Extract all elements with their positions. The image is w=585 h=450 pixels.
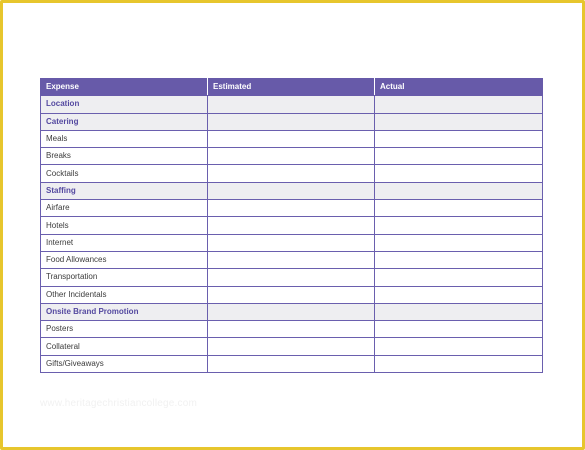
estimated-cell[interactable]: [208, 148, 375, 165]
expense-label: Airfare: [41, 200, 208, 217]
section-label: Onsite Brand Promotion: [41, 303, 208, 320]
section-label: Location: [41, 96, 208, 113]
expense-label: Hotels: [41, 217, 208, 234]
section-label: Catering: [41, 113, 208, 130]
estimated-cell[interactable]: [208, 251, 375, 268]
section-label: Staffing: [41, 182, 208, 199]
estimated-cell[interactable]: [208, 165, 375, 182]
estimated-cell[interactable]: [208, 321, 375, 338]
estimated-cell[interactable]: [208, 286, 375, 303]
expense-column-header: Expense: [41, 79, 208, 96]
actual-cell[interactable]: [375, 217, 543, 234]
table-row: [41, 355, 543, 372]
table-row: [41, 217, 543, 234]
table-row: [41, 130, 543, 147]
actual-cell[interactable]: [375, 338, 543, 355]
actual-column-header: Actual: [375, 79, 543, 96]
expense-table: [40, 78, 543, 373]
actual-cell[interactable]: [375, 234, 543, 251]
table-row: [41, 251, 543, 268]
actual-cell[interactable]: [375, 303, 543, 320]
estimated-cell[interactable]: [208, 269, 375, 286]
expense-label: Internet: [41, 234, 208, 251]
table-row: [41, 234, 543, 251]
estimated-cell[interactable]: [208, 113, 375, 130]
table-row: [41, 269, 543, 286]
expense-table-body: [41, 96, 543, 373]
expense-label: Food Allowances: [41, 251, 208, 268]
expense-label: Meals: [41, 130, 208, 147]
watermark-text: www.heritagechristiancollege.com: [40, 398, 198, 409]
estimated-cell[interactable]: [208, 338, 375, 355]
actual-cell[interactable]: [375, 148, 543, 165]
expense-label: Cocktails: [41, 165, 208, 182]
table-header-row: [41, 79, 543, 96]
actual-cell[interactable]: [375, 355, 543, 372]
expense-label: Other Incidentals: [41, 286, 208, 303]
section-row: [41, 113, 543, 130]
section-row: [41, 96, 543, 113]
table-row: [41, 286, 543, 303]
actual-cell[interactable]: [375, 200, 543, 217]
actual-cell[interactable]: [375, 251, 543, 268]
estimated-cell[interactable]: [208, 355, 375, 372]
estimated-cell[interactable]: [208, 130, 375, 147]
expense-label: Posters: [41, 321, 208, 338]
expense-label: Breaks: [41, 148, 208, 165]
table-row: [41, 148, 543, 165]
table-row: [41, 165, 543, 182]
section-row: [41, 182, 543, 199]
estimated-cell[interactable]: [208, 96, 375, 113]
estimated-cell[interactable]: [208, 200, 375, 217]
actual-cell[interactable]: [375, 96, 543, 113]
actual-cell[interactable]: [375, 113, 543, 130]
table-row: [41, 338, 543, 355]
actual-cell[interactable]: [375, 269, 543, 286]
estimated-cell[interactable]: [208, 234, 375, 251]
expense-label: Collateral: [41, 338, 208, 355]
estimated-cell[interactable]: [208, 303, 375, 320]
expense-label: Transportation: [41, 269, 208, 286]
estimated-cell[interactable]: [208, 182, 375, 199]
actual-cell[interactable]: [375, 130, 543, 147]
expense-label: Gifts/Giveaways: [41, 355, 208, 372]
estimated-column-header: Estimated: [208, 79, 375, 96]
section-row: [41, 303, 543, 320]
actual-cell[interactable]: [375, 286, 543, 303]
actual-cell[interactable]: [375, 165, 543, 182]
estimated-cell[interactable]: [208, 217, 375, 234]
table-row: [41, 200, 543, 217]
actual-cell[interactable]: [375, 321, 543, 338]
actual-cell[interactable]: [375, 182, 543, 199]
table-row: [41, 321, 543, 338]
